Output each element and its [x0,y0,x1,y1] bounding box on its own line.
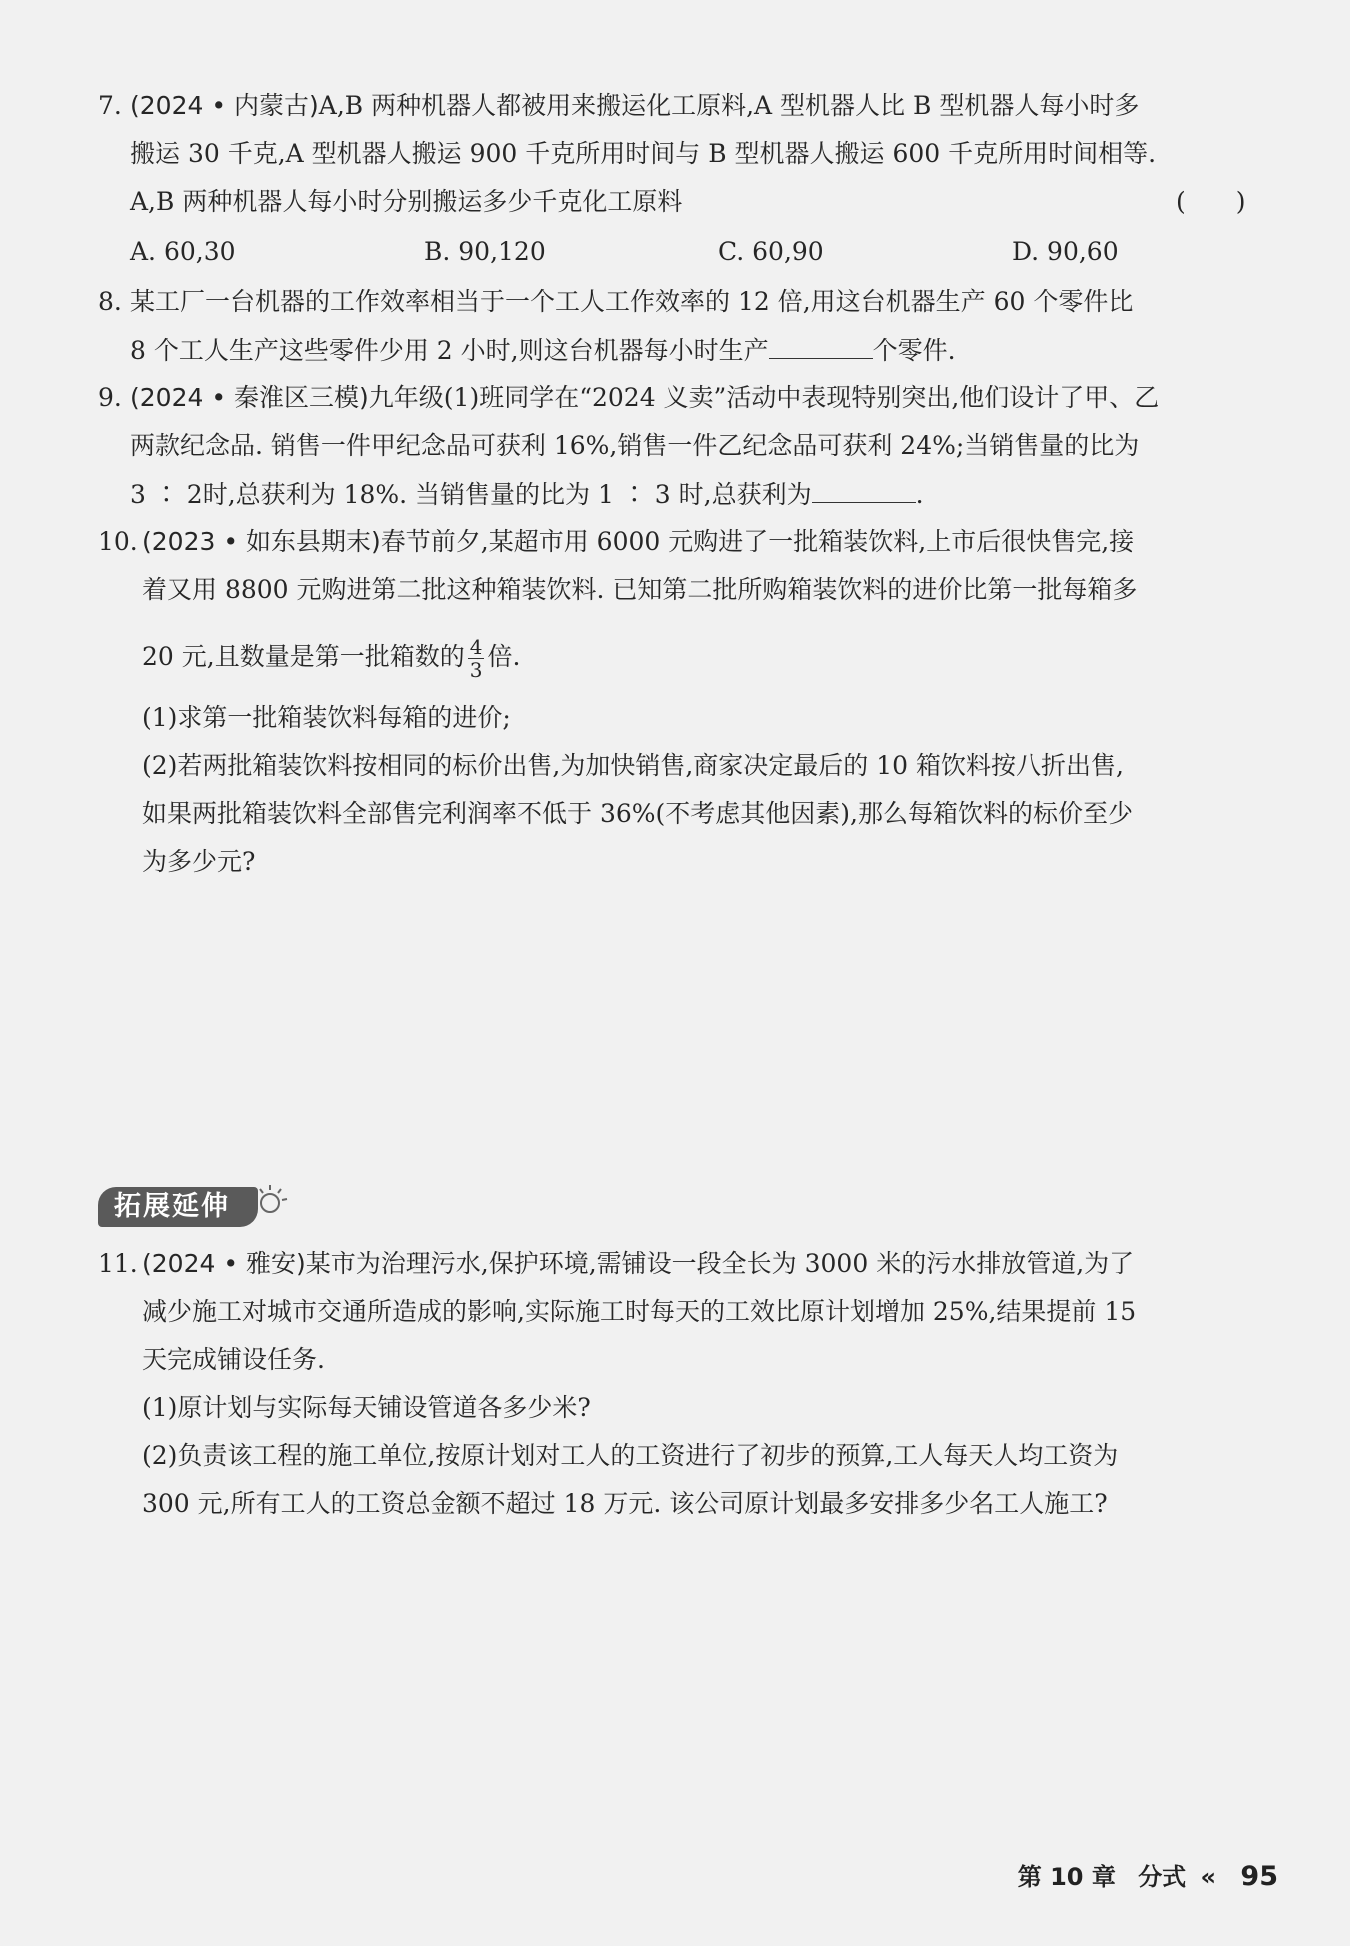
question-line [130,380,1159,416]
fraction-numerator: 4 [469,635,483,659]
question-text: 九年级(1)班同学在“2024 义卖”活动中表现特别突出,他们设计了甲、乙 [368,383,1160,412]
chevron-left-icon: « [1200,1863,1217,1891]
question-text: 8 个工人生产这些零件少用 2 小时,则这台机器每小时生产 [130,336,769,365]
question-number: 8. [98,287,122,316]
question-text: 某市为治理污水,保护环境,需铺设一段全长为 3000 米的污水排放管道,为了 [305,1249,1135,1278]
sub-question-2-line: 300 元,所有工人的工资总金额不超过 18 万元. 该公司原计划最多安排多少名工人施工? [142,1489,1108,1518]
question-text: 倍. [487,642,521,671]
question-number: 7. [98,91,122,120]
question-line [142,636,520,681]
sub-question-1: (1)原计划与实际每天铺设管道各多少米? [142,1393,591,1422]
question-line [130,88,1139,124]
lightbulb-icon [256,1181,292,1221]
question-source: (2023 • 如东县期末) [142,527,381,556]
question-text: 个零件. [872,336,956,365]
question-number: 11. [98,1249,138,1278]
question-line [142,524,1134,560]
question-number: 10. [98,527,138,556]
chapter-label: 第 10 章 [1017,1863,1116,1891]
choice-options [130,234,1280,270]
page-number: 95 [1240,1861,1278,1892]
question-line: 着又用 8800 元购进第二批这种箱装饮料. 已知第二批所购箱装饮料的进价比第一批每箱多 [142,575,1138,604]
question-source: (2024 • 秦淮区三模) [130,383,369,412]
fraction [468,636,485,681]
fraction-denominator: 3 [469,658,483,682]
option-c: C. 60,90 [718,237,824,266]
question-text: 春节前夕,某超市用 6000 元购进了一批箱装饮料,上市后很快售完,接 [380,527,1135,556]
question-text: A,B 两种机器人都被用来搬运化工原料,A 型机器人比 B 型机器人每小时多 [318,91,1140,120]
sub-question-2-line: 为多少元? [142,847,256,876]
question-line: 两款纪念品. 销售一件甲纪念品可获利 16%,销售一件乙纪念品可获利 24%;当销售量的比为 [130,431,1140,460]
page-footer [1018,1860,1278,1894]
option-b: B. 90,120 [424,237,546,266]
option-a: A. 60,30 [130,237,236,266]
answer-parentheses: ( ) [1176,187,1246,216]
question-line: 减少施工对城市交通所造成的影响,实际施工时每天的工效比原计划增加 25%,结果提前 15 [142,1297,1137,1326]
sub-question-1: (1)求第一批箱装饮料每箱的进价; [142,703,511,732]
question-text: 3 ∶ 2时,总获利为 18%. 当销售量的比为 1 ∶ 3 时,总获利为 [130,480,812,509]
sub-question-2: (2)若两批箱装饮料按相同的标价出售,为加快销售,商家决定最后的 10 箱饮料按八折出售, [142,751,1124,780]
question-line: 搬运 30 千克,A 型机器人搬运 900 千克所用时间与 B 型机器人搬运 600 千克所用时间相等. [130,139,1157,168]
question-source: (2024 • 雅安) [142,1249,306,1278]
section-title: 拓展延伸 [114,1191,230,1222]
question-number: 9. [98,383,122,412]
sub-question-2: (2)负责该工程的施工单位,按原计划对工人的工资进行了初步的预算,工人每天人均工资为 [142,1441,1119,1470]
question-line: A,B 两种机器人每小时分别搬运多少千克化工原料 [130,187,683,216]
question-line: 天完成铺设任务. [142,1345,325,1374]
question-line: 某工厂一台机器的工作效率相当于一个工人工作效率的 12 倍,用这台机器生产 60 个零件比 [130,287,1134,316]
chapter-title: 分式 [1138,1863,1187,1891]
question-text: . [915,480,924,509]
question-text: 20 元,且数量是第一批箱数的 [142,642,465,671]
section-header-extension [98,1181,278,1231]
option-d: D. 90,60 [1012,237,1119,266]
answer-blank[interactable] [812,476,916,503]
question-line [142,1246,1134,1282]
answer-blank[interactable] [769,332,873,359]
question-source: (2024 • 内蒙古) [130,91,319,120]
question-line [130,332,956,369]
sub-question-2-line: 如果两批箱装饮料全部售完利润率不低于 36%(不考虑其他因素),那么每箱饮料的标价至少 [142,799,1133,828]
question-line [130,476,924,513]
